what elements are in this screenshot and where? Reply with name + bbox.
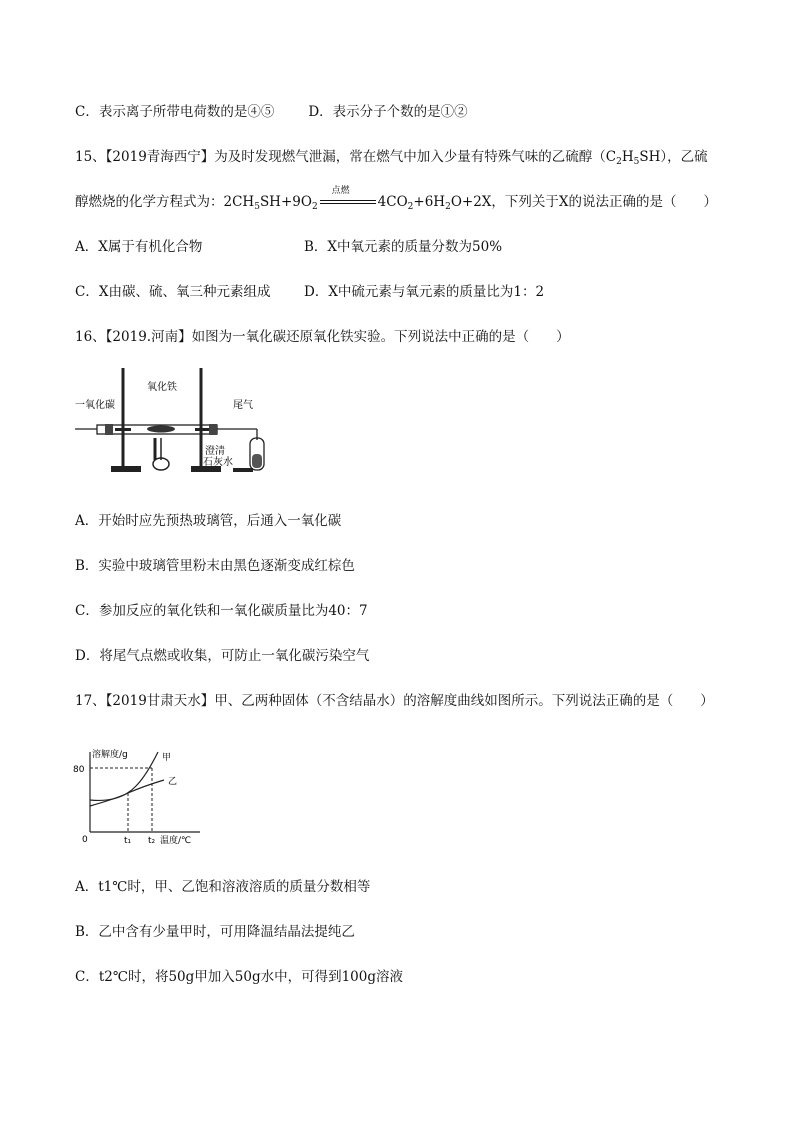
q15-option-row-2 [75,283,544,301]
q16-option-a: A．开始时应先预热玻璃管，后通入一氧化碳 [75,513,342,529]
fig-label-tail-gas: 尾气 [233,400,253,411]
chart-xlabel: 温度/℃ [160,836,192,846]
q14-option-c: C．表示离子所带电荷数的是④⑤ [75,104,275,120]
q17-option-c: C．t2℃时，将50g甲加入50g水中，可得到100g溶液 [75,969,403,985]
q14-option-d: D．表示分子个数的是①② [308,104,468,120]
q15-stem-line2: 醇燃烧的化学方程式为：$2CH_5SH+9O_2$ 点燃 $4CO_2+6H_2O+2X$，下列关于X的说法正确的是（ ） [75,185,718,212]
reaction-arrow: 点燃 [318,194,378,212]
chart-y80: 80 [73,765,85,775]
chart-ylabel: 溶解度/g [92,750,128,760]
q16-option-c: C．参加反应的氧化铁和一氧化碳质量比为40：7 [75,603,368,619]
q16-option-b: B．实验中玻璃管里粉末由黑色逐渐变成红棕色 [75,558,355,574]
q15-option-row-1 [75,238,502,256]
q15-option-c: C．X由碳、硫、氧三种元素组成 [75,284,271,300]
series-label-yi: 乙 [168,777,178,787]
q15-option-a: A．X属于有机化合物 [75,239,203,255]
q17-stem: 17、【2019甘肃天水】甲、乙两种固体（不含结晶水）的溶解度曲线如图所示。下列说法正确的是（ ） [75,693,714,709]
q16-option-d: D．将尾气点燃或收集，可防止一氧化碳污染空气 [75,648,370,664]
fig-label-lime-2: 石灰水 [203,457,233,468]
q17-option-a: A．t1℃时，甲、乙饱和溶液溶质的质量分数相等 [75,879,371,895]
chart-t2: t₂ [148,836,156,846]
solubility-curve-figure [73,748,220,848]
fig-label-lime-1: 澄清 [205,446,225,457]
q14-option-row [75,103,468,121]
chart-origin: 0 [82,835,88,845]
chart-t1: t₁ [124,836,132,846]
q17-option-b: B．乙中含有少量甲时，可用降温结晶法提纯乙 [75,924,355,940]
q15-stem-line1: 15、【2019青海西宁】为及时发现燃气泄漏，常在燃气中加入少量有特殊气味的乙硫醇$(C_2H_5SH)$，乙硫 [75,149,708,167]
curve-yi [90,780,164,806]
fig-label-fe2o3: 氧化铁 [147,382,177,393]
series-label-jia: 甲 [162,753,172,763]
q15-option-d: D．X中硫元素与氧元素的质量比为1：2 [304,284,545,300]
co-reduction-apparatus-figure [75,368,275,478]
fig-label-co: 一氧化碳 [75,400,115,411]
q16-stem: 16、【2019.河南】如图为一氧化碳还原氧化铁实验。下列说法中正确的是（ ） [75,329,570,345]
q15-option-b: B．X中氧元素的质量分数为50% [304,239,503,255]
